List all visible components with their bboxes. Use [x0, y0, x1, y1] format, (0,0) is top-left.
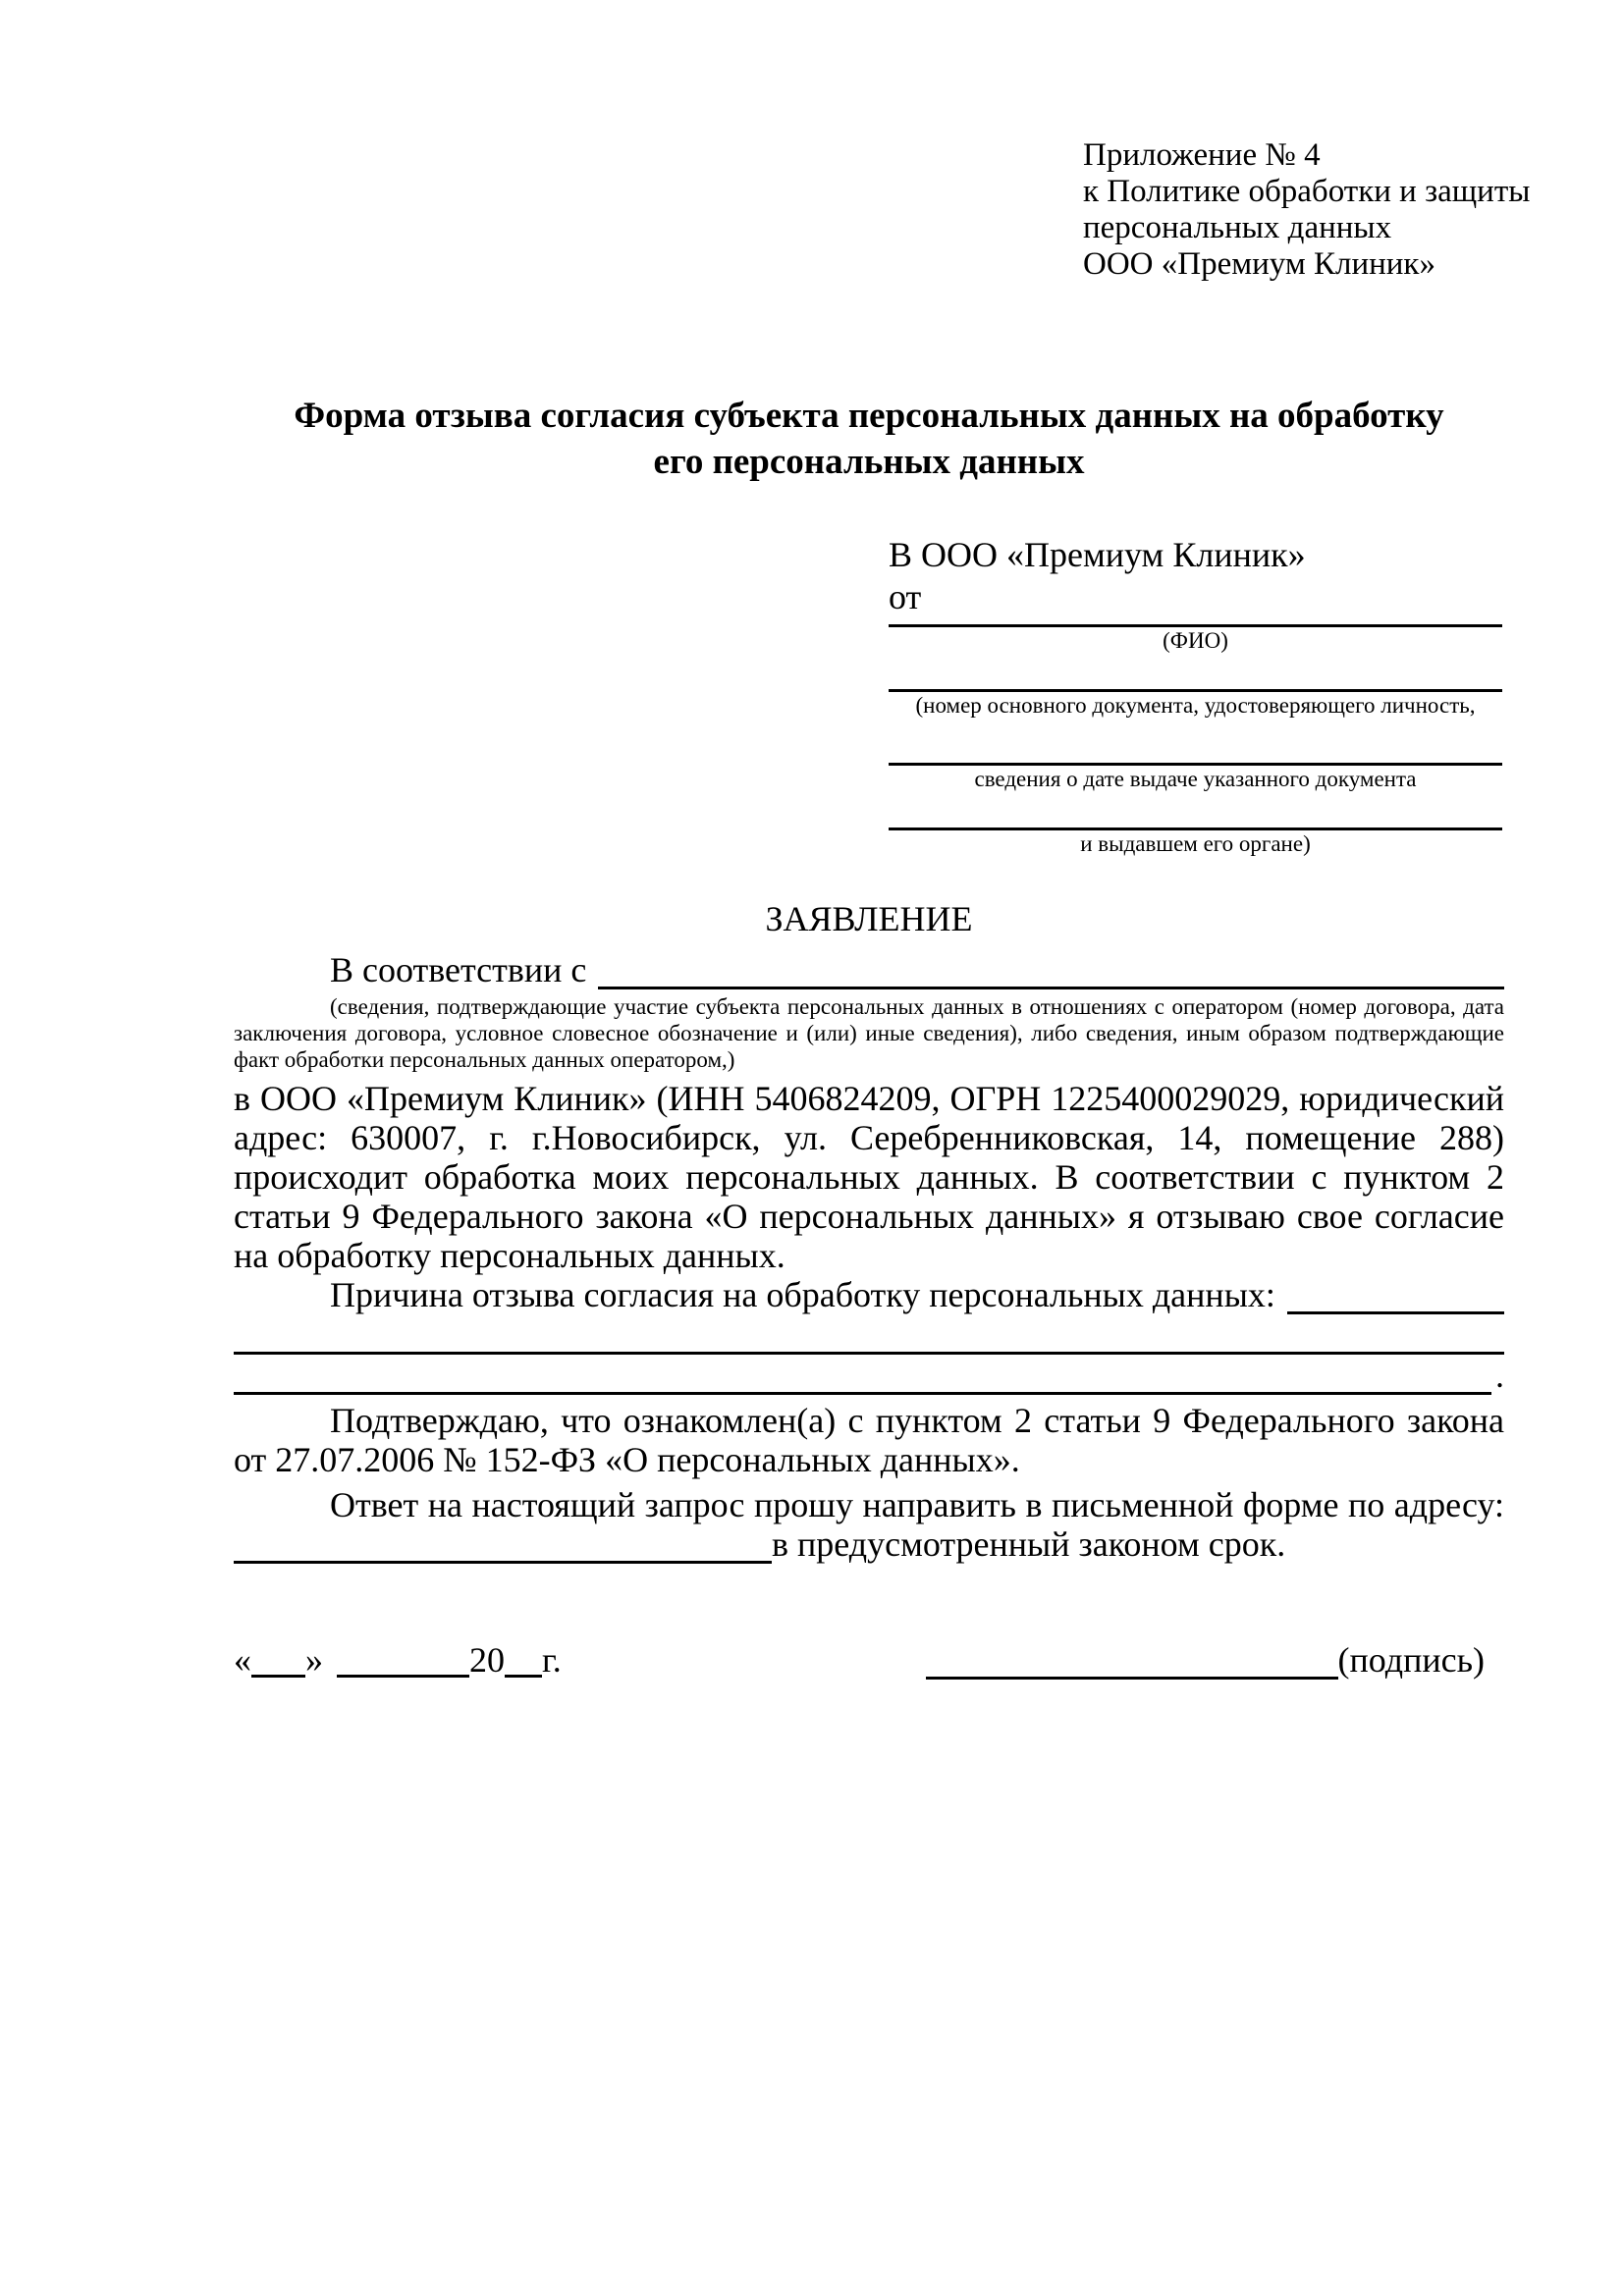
document-number-caption: (номер основного документа, удостоверяющего личность,: [915, 693, 1476, 718]
month-blank-line[interactable]: [337, 1645, 469, 1678]
appendix-line: персональных данных: [1083, 210, 1392, 245]
statement-heading: ЗАЯВЛЕНИЕ: [765, 899, 973, 938]
addressee-to: В ООО «Премиум Клиник»: [889, 535, 1306, 574]
reason-label: Причина отзыва согласия на обработку персональных данных:: [330, 1275, 1275, 1314]
form-title: [234, 393, 1504, 485]
reason-blank-line-1[interactable]: [1287, 1278, 1504, 1314]
appendix-header: [1083, 137, 1531, 283]
reason-blank-line-3[interactable]: [234, 1355, 1491, 1395]
fio-blank-line[interactable]: [889, 618, 1502, 627]
issuing-authority-blank-line[interactable]: [889, 792, 1502, 830]
document-number-blank-line[interactable]: [889, 654, 1502, 692]
intro-row: [234, 950, 1504, 989]
date-close-quote: »: [305, 1640, 323, 1680]
reply-address-blank-line[interactable]: [234, 1525, 772, 1564]
intro-note: (сведения, подтверждающие участие субъекта персональных данных в отношениях с оператором (номер договора, дата заключения договора, условное словесное обозначение и (или) иные сведения), либо сведения, иным образом подтверждающие факт обработки персональных данных оператором,): [234, 994, 1504, 1072]
reason-row: [234, 1275, 1504, 1314]
appendix-line: к Политике обработки и защиты: [1083, 174, 1531, 209]
date-signature-row: [234, 1640, 1504, 1680]
reply-suffix: в предусмотренный законом срок.: [772, 1524, 1286, 1564]
year-blank-line[interactable]: [505, 1645, 542, 1678]
year-prefix: 20: [469, 1640, 505, 1680]
fio-caption: (ФИО): [1163, 628, 1228, 653]
form-title-line-1: Форма отзыва согласия субъекта персональных данных на обработку: [294, 396, 1444, 436]
statement-body: в ООО «Премиум Клиник» (ИНН 5406824209, ОГРН 1225400029029, юридический адрес: 630007, г. г.Новосибирск, ул. Серебренниковская, 14, помещение 288) происходит обработка моих персональных данных. В соответствии с пунктом 2 статьи 9 Федерального закона «О персональных данных» я отзываю свое согласие на обработку персональных данных.: [234, 1079, 1504, 1275]
issue-date-caption: сведения о дате выдаче указанного документа: [974, 767, 1417, 791]
issue-date-blank-line[interactable]: [889, 719, 1502, 766]
date-open-quote: «: [234, 1640, 251, 1680]
year-suffix: г.: [542, 1640, 562, 1680]
signature-blank-line[interactable]: [926, 1641, 1338, 1680]
addressee-block: [889, 534, 1502, 857]
intro-prefix: В соответствии с: [330, 950, 587, 989]
addressee-from: от: [889, 577, 922, 616]
reason-blank-row-3: [234, 1355, 1504, 1395]
reason-period: .: [1495, 1356, 1504, 1395]
signature-field: [926, 1640, 1485, 1680]
day-blank-line[interactable]: [251, 1645, 305, 1678]
basis-blank-line[interactable]: [598, 953, 1504, 989]
reason-blank-line-2[interactable]: [234, 1314, 1504, 1355]
appendix-line: ООО «Премиум Клиник»: [1083, 246, 1435, 282]
confirmation-paragraph: Подтверждаю, что ознакомлен(а) с пунктом 2 статьи 9 Федерального закона от 27.07.2006 № 152-ФЗ «О персональных данных».: [234, 1401, 1504, 1479]
issuing-authority-caption: и выдавшем его органе): [1080, 831, 1311, 856]
date-field: [234, 1640, 562, 1680]
reply-address-row: [234, 1524, 1504, 1564]
appendix-line: Приложение № 4: [1083, 137, 1321, 173]
signature-caption: (подпись): [1337, 1640, 1485, 1680]
reply-request-paragraph: Ответ на настоящий запрос прошу направить в письменной форме по адресу:: [330, 1485, 1504, 1524]
form-title-line-2: его персональных данных: [653, 442, 1085, 482]
